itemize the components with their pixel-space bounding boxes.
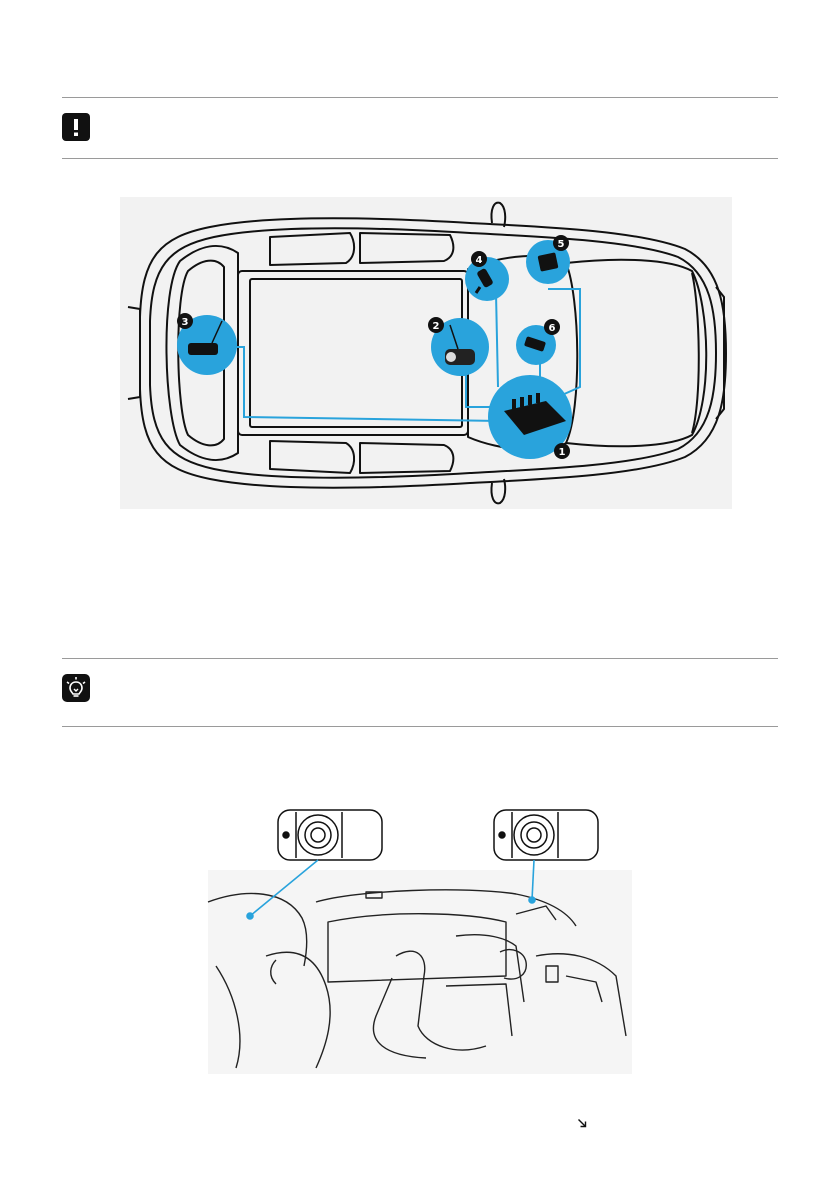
callout-6: 6 (548, 323, 556, 334)
interior-diagram (206, 806, 634, 1076)
callout-3: 3 (181, 317, 189, 328)
installation-diagram (120, 197, 732, 509)
lightbulb-icon (62, 674, 90, 702)
windshield-camera-icon (494, 810, 598, 860)
exclamation-icon (62, 113, 90, 141)
arrow-down-right-icon (577, 1118, 587, 1128)
top-divider (62, 97, 778, 98)
callout-5: 5 (557, 239, 565, 250)
callout-2: 2 (432, 321, 440, 332)
tip-top-divider (62, 658, 778, 659)
tip-bottom-divider (62, 726, 778, 727)
callout-4: 4 (475, 255, 483, 266)
warning-bottom-divider (62, 158, 778, 159)
rear-window-camera-icon (278, 810, 382, 860)
callout-1: 1 (558, 447, 566, 458)
